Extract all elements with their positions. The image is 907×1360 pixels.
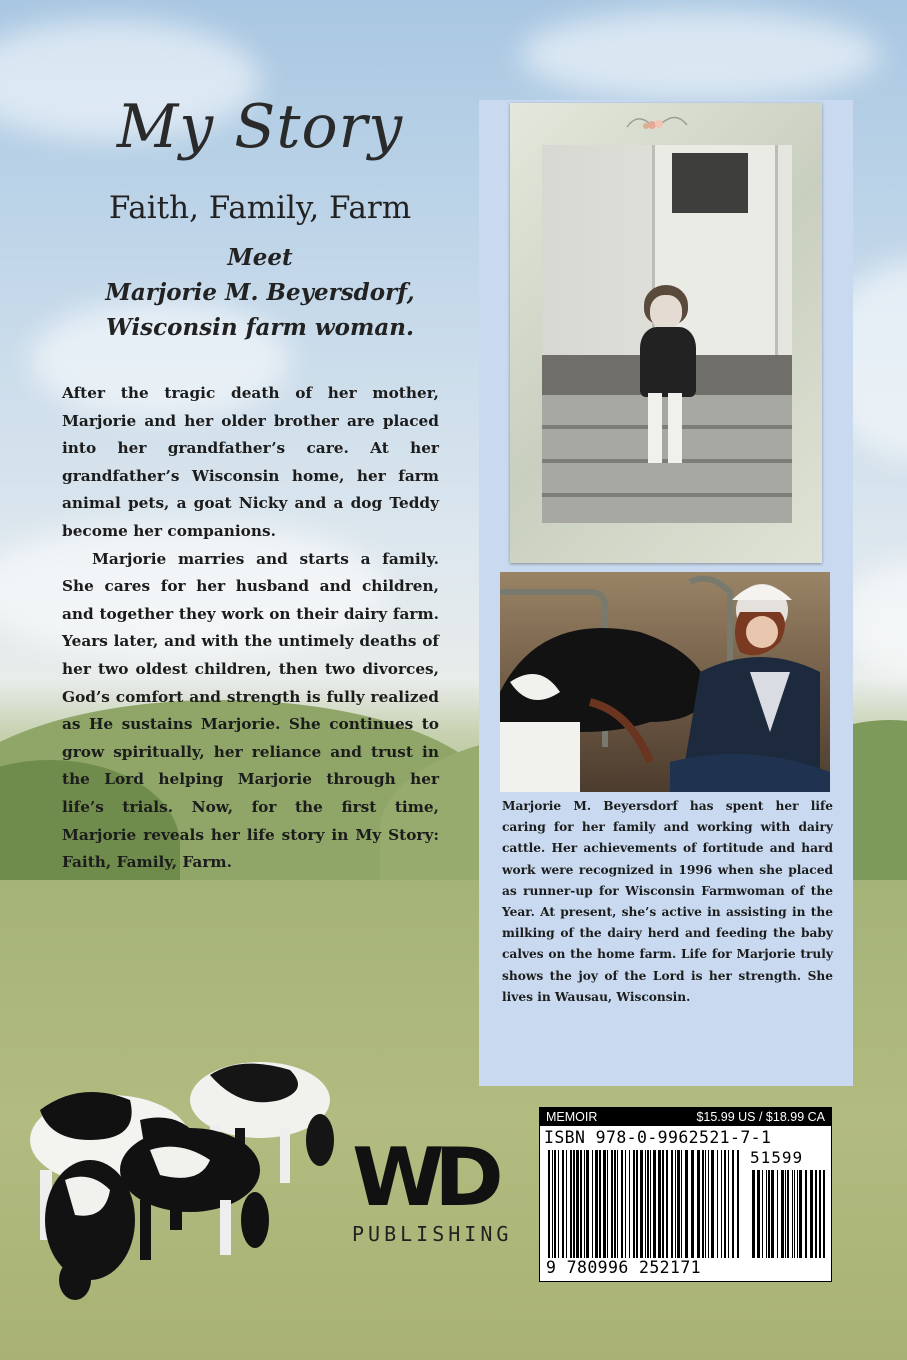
meet-line-1: Meet	[227, 244, 293, 271]
meet-line-2: Marjorie M. Beyersdorf,	[105, 279, 415, 306]
isbn-barcode	[539, 1107, 832, 1282]
blurb-paragraph-2: Marjorie marries and starts a family. She cares for her husband and children, and together they work on their dairy farm. Years later, and with the untimely deaths of her two oldest children, then two divorces, God’s comfort and strength is fully realized as He sustains Marjorie. She continues to grow spiritually, her reliance and trust in the Lord helping Marjorie through her life’s trials. Now, for the first time, Marjorie reveals her life story in My Story: Faith, Family, Farm.	[62, 549, 439, 872]
barcode-addon-number: 51599	[750, 1148, 804, 1167]
blurb-paragraph-1: After the tragic death of her mother, Marjorie and her older brother are placed into her grandfather’s care. At her grandfather’s Wisconsin home, her farm animal pets, a goat Nicky and a dog Teddy become her companions.	[62, 384, 439, 540]
publishing-word: PUBLISHING	[352, 1222, 513, 1246]
wd-logo-icon: WD	[352, 1131, 494, 1224]
isbn-text: ISBN 978-0-9962521-7-1	[544, 1128, 772, 1147]
author-with-cow-photo	[500, 572, 830, 792]
rose-ornament-icon	[622, 109, 692, 135]
title-script: My Story	[116, 92, 404, 162]
subtitle: Faith, Family, Farm	[108, 190, 412, 226]
book-blurb	[62, 380, 439, 877]
genre-label: MEMOIR	[546, 1110, 598, 1124]
meet-heading	[70, 240, 450, 345]
vintage-photo-frame	[510, 103, 822, 563]
publisher-logo	[352, 1131, 522, 1248]
cows-illustration	[20, 1030, 350, 1300]
price-label: $15.99 US / $18.99 CA	[696, 1110, 825, 1124]
meet-line-3: Wisconsin farm woman.	[106, 314, 414, 341]
author-bio: Marjorie M. Beyersdorf has spent her life caring for her family and working with dairy cattle. Her achievements of fortitude and hard work were recognized in 1996 when she placed as runner-up for Wisconsin Farmwoman of the Year. At present, she’s active in assisting in the milking of the dairy herd and feeding the baby calves on the home farm. Life for Marjorie truly shows the joy of the Lord is her strength. She lives in Wausau, Wisconsin.	[502, 799, 833, 1004]
barcode-number: 9 780996 252171	[546, 1258, 702, 1277]
barcode-bars-icon	[540, 1108, 831, 1281]
childhood-photo	[542, 145, 792, 523]
